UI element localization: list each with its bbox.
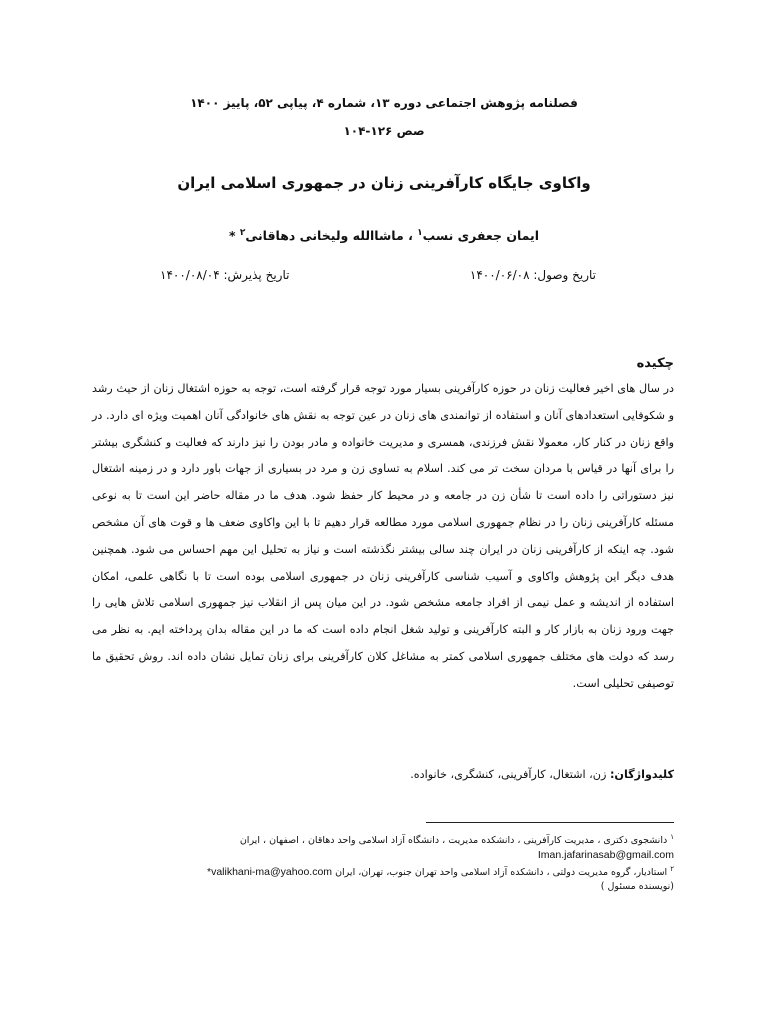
corresponding-star: * (228, 228, 240, 244)
accepted-date: تاریخ پذیرش: ۱۴۰۰/۰۸/۰۴ (160, 268, 290, 282)
abstract-text: در سال های اخیر فعالیت زنان در حوزه کارآفرینی بسیار مورد توجه قرار گرفته است، توجه به حوزه اشتغال زنان از حیث رشد و شکوفایی استعدادهای آنان و استفاده از توانمندی های زنان در عین توجه به نقش های خانوادگی آنان اهمیت ویژه ای دارد. در واقع زنان در کنار کار، معمولا نقش فرزندی، همسری و مدیریت خانواده و مادر بودن را نیز دارند که فعالیت و کنشگری بیشتر را برای آنها در قیاس با مردان سخت تر می کند. اسلام به تساوی زن و مرد در بسیاری از جهات باور دارد و در زمینه اشتغال نیز دستوراتی را داده است تا شأن زن در جامعه و در محیط کار حفظ شود. هدف ما در مقاله حاضر این است تا به نوعی مسئله کارآفرینی زنان را در نظام جمهوری اسلامی مورد مطالعه قرار دهیم تا با این واکاوی ضعف ها و قوت های آن مشخص شود. چه اینکه از کارآفرینی زنان در ایران چند سالی بیشتر نگذشته است و نیاز به تحلیل این مهم احساس می شود. همچنین هدف دیگر این پژوهش واکاوی و آسیب شناسی کارآفرینی زنان در جمهوری اسلامی بوده است تا با نگاهی علمی، امکان استفاده از اندیشه و عمل نیمی از افراد جامعه مشخص شود. در این میان پس از انقلاب نیز جمهوری اسلامی تلاش هایی را جهت ورود زنان به بازار کار و البته کارآفرینی و تولید شغل انجام داده است که ما در این مقاله بدان پرداخته ایم. به نظر می رسد که دولت های مختلف جمهوری اسلامی کمتر به مشاغل کلان کارآفرینی برای زنان تمایل نشان داده اند. روش تحقیق ما توصیفی تحلیلی است. (92, 382, 674, 690)
footnote-2-mark: ۲ (670, 865, 674, 873)
footnote-2-note: (نویسنده مسئول ) (600, 881, 674, 893)
keywords-label: کلیدواژگان: (609, 768, 674, 781)
journal-info: فصلنامه پژوهش اجتماعی دوره ۱۳، شماره ۴، پیاپی ۵۲، پاییز ۱۴۰۰ (190, 96, 578, 110)
keywords-text: زن، اشتغال، کارآفرینی، کنشگری، خانواده. (410, 768, 610, 781)
footnote-rule (426, 822, 674, 823)
authors-line (0, 228, 768, 243)
received-date: تاریخ وصول: ۱۴۰۰/۰۶/۰۸ (469, 268, 596, 282)
author-separator: ، (403, 228, 418, 244)
abstract-heading: چکیده (636, 356, 674, 371)
dates-row (160, 268, 596, 282)
author-1-mark: ۱ (417, 228, 423, 238)
footnote-2-text: استادیار، گروه مدیریت دولتی ، دانشکده آزاد اسلامی واحد تهران جنوب، تهران، ایران (335, 867, 668, 879)
footnote-1 (92, 830, 674, 862)
footnote-2-email: *valikhani-ma@yahoo.com (206, 866, 333, 879)
footnote-1-mark: ۱ (670, 833, 674, 841)
author-1: ایمان جعفری نسب (422, 228, 540, 244)
footnote-1-email: Iman.jafarinasab@gmail.com (537, 849, 674, 862)
footnote-1-text: دانشجوی دکتری ، مدیریت کارآفرینی ، دانشکده مدیریت ، دانشگاه آزاد اسلامی واحد دهاقان ، اصفهان ، ایران (239, 835, 668, 847)
keywords-line (92, 768, 674, 781)
author-2-mark: ۲ (239, 228, 246, 238)
author-2: ماشاالله ولیخانی دهاقانی (245, 228, 404, 244)
page-range: صص ۱۲۶-۱۰۴ (343, 124, 425, 138)
paper-title: واکاوی جایگاه کارآفرینی زنان در جمهوری اسلامی ایران (177, 174, 591, 192)
footnote-2 (92, 862, 674, 894)
